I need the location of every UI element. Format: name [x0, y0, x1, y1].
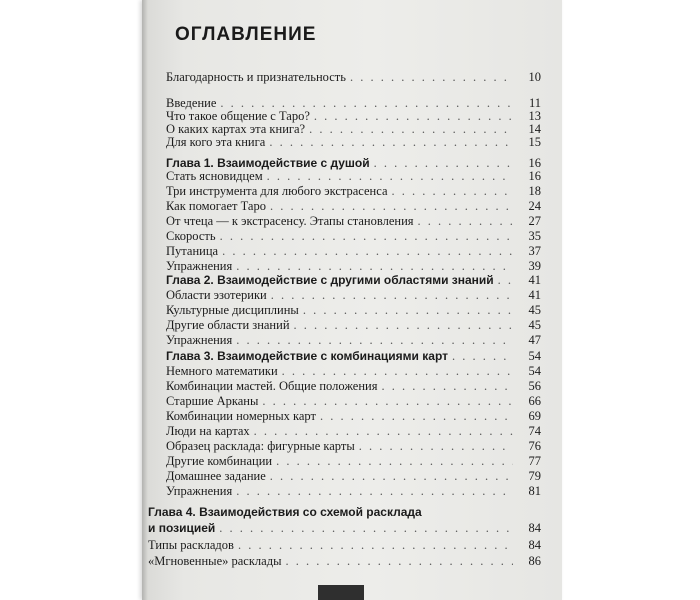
leader-dots — [418, 213, 513, 229]
leader-dots — [303, 302, 513, 318]
toc-entry — [166, 302, 541, 318]
leader-dots — [282, 363, 513, 379]
leader-dots — [269, 134, 513, 150]
toc-entry-text: Глава 1. Взаимодействие с душой — [166, 156, 370, 170]
leader-dots — [262, 393, 513, 409]
toc-entry — [166, 228, 541, 244]
toc-entry-text: Другие области знаний — [166, 318, 290, 332]
toc-entry-text: «Мгновенные» расклады — [148, 554, 282, 568]
toc-entry-text: Типы раскладов — [148, 538, 234, 552]
toc-entry-text: Образец расклада: фигурные карты — [166, 439, 355, 453]
toc-entry-page: 16 — [528, 156, 541, 170]
toc-entry-page: 77 — [528, 454, 541, 468]
toc-entry-page: 81 — [528, 484, 541, 498]
toc-entry-page: 79 — [528, 469, 541, 483]
leader-dots — [350, 69, 513, 85]
toc-entry — [166, 183, 541, 199]
toc-entry — [166, 408, 541, 424]
toc-entry-page: 86 — [528, 554, 541, 568]
toc-entry-page: 41 — [528, 288, 541, 302]
toc-entry — [166, 134, 541, 150]
leader-dots — [270, 198, 513, 214]
leader-dots — [498, 272, 513, 288]
toc-entry-text: Культурные дисциплины — [166, 303, 299, 317]
leader-dots — [236, 332, 513, 348]
toc-entry-page: 54 — [528, 364, 541, 378]
chapter-heading — [148, 520, 541, 536]
leader-dots — [320, 408, 513, 424]
toc-entry-text: Старшие Арканы — [166, 394, 259, 408]
toc-entry — [166, 468, 541, 484]
leader-dots — [359, 438, 513, 454]
toc-entry-page: 15 — [528, 135, 541, 149]
leader-dots — [270, 468, 513, 484]
toc-entry-text: Люди на картах — [166, 424, 250, 438]
leader-dots — [220, 228, 513, 244]
leader-dots — [276, 453, 513, 469]
toc-entry-page: 39 — [528, 259, 541, 273]
chapter-4-title-line2: и позицией — [148, 521, 216, 535]
toc-entry-page: 16 — [528, 169, 541, 183]
toc-entry-text: Стать ясновидцем — [166, 169, 263, 183]
toc-entry — [166, 378, 541, 394]
toc-entry-page: 54 — [528, 349, 541, 363]
toc-entry-text: Для кого эта книга — [166, 135, 266, 149]
toc-entry — [166, 198, 541, 214]
toc-entry — [166, 363, 541, 379]
toc-entry — [166, 317, 541, 333]
toc-entry — [148, 553, 541, 569]
toc-entry — [166, 453, 541, 469]
toc-entry-text: Благодарность и признательность — [166, 70, 346, 84]
toc-entry-page: 84 — [528, 538, 541, 552]
toc-entry-text: Глава 2. Взаимодействие с другими областями знаний — [166, 273, 494, 287]
toc-entry-page: 37 — [528, 244, 541, 258]
toc-entry-text: Области эзотерики — [166, 288, 267, 302]
toc-entry — [166, 69, 541, 85]
leader-dots — [222, 243, 513, 259]
leader-dots — [392, 183, 514, 199]
toc-entry-text: Другие комбинации — [166, 454, 273, 468]
toc-entry-text: Глава 3. Взаимодействие с комбинациями карт — [166, 349, 448, 363]
toc-entry-page: 45 — [528, 303, 541, 317]
leader-dots — [219, 520, 513, 536]
toc-entry — [148, 537, 541, 553]
chapter-4-heading — [148, 504, 538, 520]
toc-entry-text: Комбинации мастей. Общие положения — [166, 379, 378, 393]
toc-entry-page: 10 — [528, 70, 541, 84]
toc-entry-text: Как помогает Таро — [166, 199, 266, 213]
toc-entry-page: 14 — [528, 122, 541, 136]
leader-dots — [254, 423, 513, 439]
leader-dots — [381, 378, 513, 394]
toc-entry-page: 41 — [528, 273, 541, 287]
toc-entry — [166, 423, 541, 439]
leader-dots — [238, 537, 513, 553]
toc-entry-text: Упражнения — [166, 484, 233, 498]
page-title: ОГЛАВЛЕНИЕ — [175, 24, 317, 45]
toc-entry-page: 56 — [528, 379, 541, 393]
toc-entry — [166, 332, 541, 348]
chapter-heading — [166, 272, 541, 288]
toc-entry — [166, 243, 541, 259]
toc-entry-page: 27 — [528, 214, 541, 228]
toc-entry-text: Три инструмента для любого экстрасенса — [166, 184, 388, 198]
leader-dots — [285, 553, 513, 569]
toc-entry-text: Введение — [166, 96, 217, 110]
toc-entry-text: Путаница — [166, 244, 219, 258]
toc-entry-text: Домашнее задание — [166, 469, 266, 483]
toc-entry — [166, 168, 541, 184]
toc-entry-page: 76 — [528, 439, 541, 453]
toc-entry-text: О каких картах эта книга? — [166, 122, 306, 136]
toc-entry — [166, 483, 541, 499]
leader-dots — [267, 168, 513, 184]
toc-entry — [166, 213, 541, 229]
toc-entry-text: Скорость — [166, 229, 216, 243]
toc-entry-text: Что такое общение с Таро? — [166, 109, 310, 123]
book-page — [142, 0, 562, 600]
toc-entry-page: 47 — [528, 333, 541, 347]
chapter-heading — [166, 348, 541, 364]
leader-dots — [271, 287, 513, 303]
leader-dots — [452, 348, 513, 364]
toc-entry-text: Комбинации номерных карт — [166, 409, 316, 423]
toc-entry-text: Немного математики — [166, 364, 278, 378]
toc-entry-page: 45 — [528, 318, 541, 332]
page-bottom-tab — [318, 585, 364, 600]
toc-entry-page: 74 — [528, 424, 541, 438]
toc-entry-page: 18 — [528, 184, 541, 198]
toc-entry-page: 69 — [528, 409, 541, 423]
toc-entry — [166, 393, 541, 409]
toc-entry-text: От чтеца — к экстрасенсу. Этапы становления — [166, 214, 414, 228]
toc-entry — [166, 438, 541, 454]
toc-entry-page: 84 — [528, 521, 541, 535]
toc-entry-text: Упражнения — [166, 259, 233, 273]
toc-entry-page: 13 — [528, 109, 541, 123]
toc-entry-page: 11 — [528, 96, 541, 110]
chapter-4-title-line1: Глава 4. Взаимодействия со схемой расклада — [148, 505, 422, 519]
toc-entry-page: 66 — [528, 394, 541, 408]
leader-dots — [236, 483, 513, 499]
toc-entry-text: Упражнения — [166, 333, 233, 347]
leader-dots — [294, 317, 513, 333]
toc-entry — [166, 287, 541, 303]
toc-entry-page: 24 — [528, 199, 541, 213]
toc-entry-page: 35 — [528, 229, 541, 243]
